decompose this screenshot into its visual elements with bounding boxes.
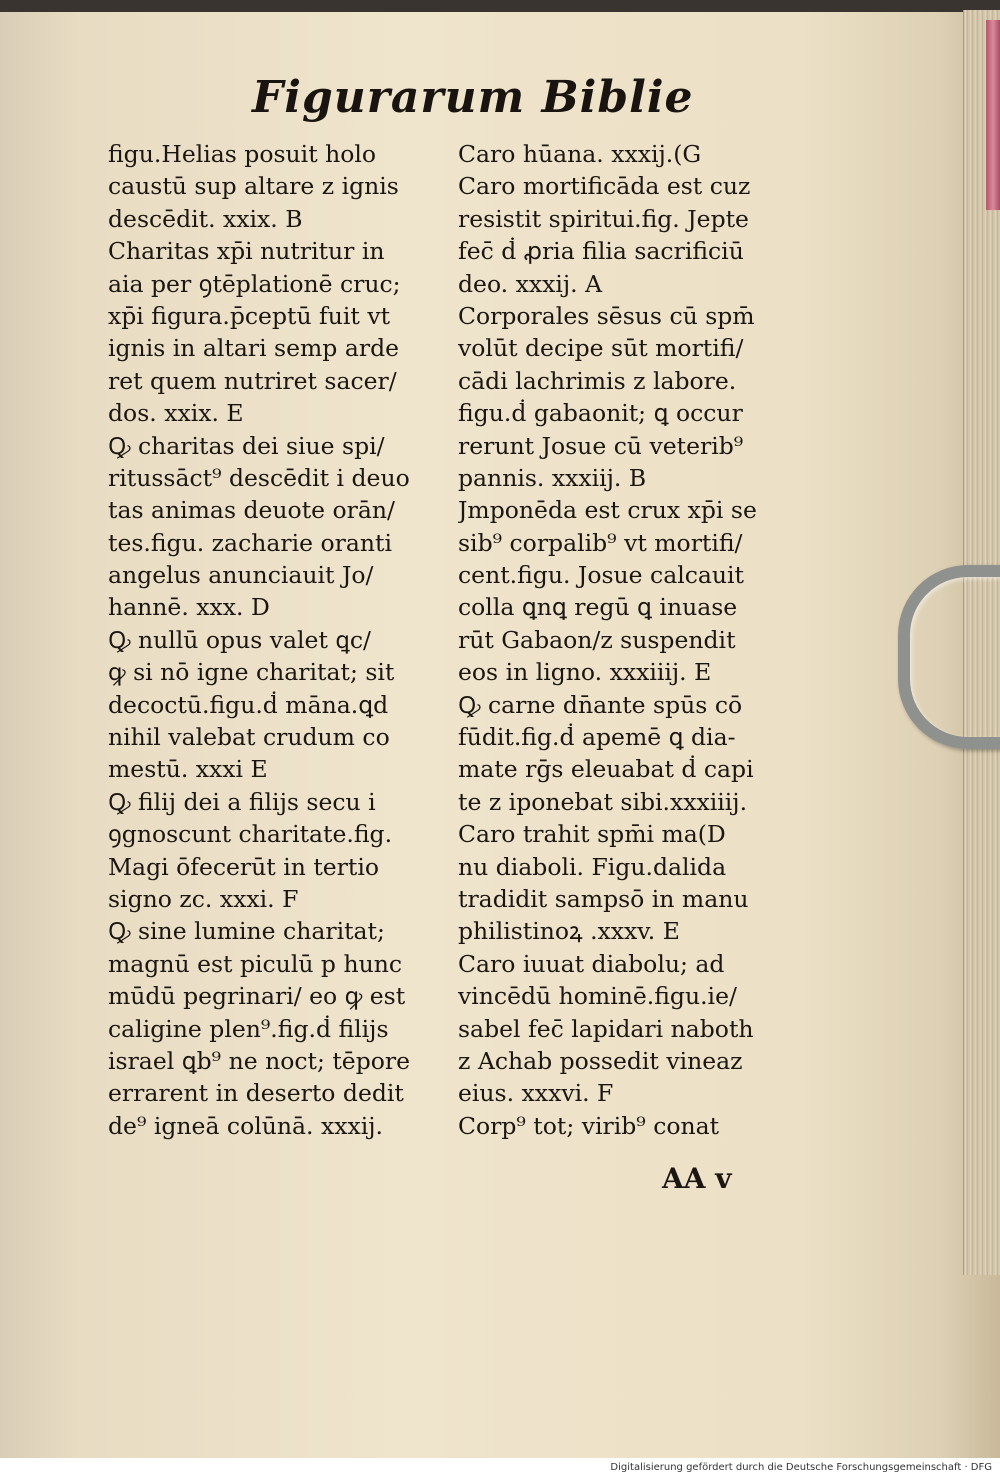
text-line: tradidit sampsō in manu xyxy=(458,884,749,913)
text-line: hannē. xxx. D xyxy=(108,593,270,622)
text-line: dos. xxix. E xyxy=(108,399,244,428)
text-line: mate rḡs eleuabat ḋ capi xyxy=(458,755,754,784)
text-line: te z iponebat sibi.xxxiiij. xyxy=(458,787,748,816)
text-line: Charitas xp̄i nutritur in xyxy=(108,237,385,266)
text-line: cādi lachrimis z labore. xyxy=(458,366,737,395)
red-page-edge xyxy=(986,20,1000,210)
text-line: ꝯgnoscunt charitate.fig. xyxy=(108,820,393,849)
text-line: eius. xxxvi. F xyxy=(458,1079,614,1108)
text-line: israel ꝗb⁹ ne noct; tēpore xyxy=(108,1046,411,1075)
text-line: z Achab possedit vineaz xyxy=(458,1046,743,1075)
text-line: sib⁹ corpalib⁹ vt mortifi/ xyxy=(458,528,743,557)
text-line: philistinoꝝ .xxxv. E xyxy=(458,917,680,946)
text-line: Ꝙ sine lumine charitat; xyxy=(108,917,385,946)
text-line: figu.Helias posuit holo xyxy=(108,140,377,168)
left-text-column xyxy=(108,138,458,1142)
text-line: xp̄i figura.p̄ceptū fuit vt xyxy=(108,301,391,330)
text-line: rerunt Josue cū veterib⁹ xyxy=(458,431,744,460)
text-line: ignis in altari semp arde xyxy=(108,334,400,363)
text-line: nu diaboli. Figu.dalida xyxy=(458,852,727,881)
text-line: signo zc. xxxi. F xyxy=(108,884,299,913)
text-line: Corp⁹ tot; virib⁹ conat xyxy=(458,1111,720,1140)
text-line: decoctū.figu.ḋ māna.ꝗd xyxy=(108,690,389,719)
text-line: volūt decipe sūt mortifi/ xyxy=(458,334,744,363)
text-line: pannis. xxxiij. B xyxy=(458,463,647,492)
text-line: Jmponēda est crux xp̄i se xyxy=(458,496,757,525)
scan-background-top xyxy=(0,0,1000,12)
text-line: colla ꝗnꝗ regū ꝗ inuase xyxy=(458,593,738,622)
metal-clasp xyxy=(898,565,1000,749)
text-line: ritussāct⁹ descēdit i deuo xyxy=(108,463,410,492)
text-line: de⁹ igneā colūnā. xxxij. xyxy=(108,1111,384,1140)
digitization-credit: Digitalisierung gefördert durch die Deutsche Forschungsgemeinschaft · DFG xyxy=(0,1458,1000,1478)
text-line: figu.ḋ gabaonit; ꝗ occur xyxy=(458,399,743,428)
text-line: Corporales sēsus cū spm̄ xyxy=(458,301,755,330)
text-line: sabel fec̄ lapidari naboth xyxy=(458,1014,754,1043)
text-line: caligine plen⁹.fig.ḋ filijs xyxy=(108,1014,389,1043)
text-line: mūdū pegrinari/ eo ꝙ est xyxy=(108,982,406,1011)
text-line: Caro trahit spm̄i ma(D xyxy=(458,820,726,849)
text-line: fūdit.fig.ḋ apemē ꝗ dia- xyxy=(458,723,736,752)
text-line: fec̄ ḋ ꝓria filia sacrificiū xyxy=(458,237,744,266)
text-line: errarent in deserto dedit xyxy=(108,1079,404,1108)
text-line: Caro iuuat diabolu; ad xyxy=(458,949,725,978)
text-line: Ꝙ nullū opus valet ꝗc/ xyxy=(108,625,371,654)
text-line: descēdit. xxix. B xyxy=(108,204,303,233)
text-line: ꝙ si nō igne charitat; sit xyxy=(108,658,395,687)
text-line: vincēdū hominē.figu.ie/ xyxy=(458,982,737,1011)
text-line: angelus anunciauit Jo/ xyxy=(108,561,374,590)
text-line: Ꝙ charitas dei siue spi/ xyxy=(108,431,385,460)
text-line: Caro mortificāda est cuz xyxy=(458,172,751,201)
text-line: resistit spiritui.fig. Jepte xyxy=(458,204,749,233)
text-line: tes.figu. zacharie oranti xyxy=(108,528,392,557)
text-line: aia per ꝯtēplationē cruc; xyxy=(108,269,401,298)
text-line: nihil valebat crudum co xyxy=(108,723,390,752)
text-line: Magi ōfecerūt in tertio xyxy=(108,852,380,881)
text-line: magnū est piculū p hunc xyxy=(108,949,403,978)
text-line: deo. xxxij. A xyxy=(458,269,603,298)
right-text-column xyxy=(458,138,798,1142)
text-line: Ꝙ filij dei a filijs secu i xyxy=(108,787,376,816)
text-line: cent.figu. Josue calcauit xyxy=(458,561,745,590)
text-line: Caro hūana. xxxij.(G xyxy=(458,140,702,168)
text-line: caustū sup altare z ignis xyxy=(108,172,399,201)
text-line: Ꝙ carne dn̄ante spūs cō xyxy=(458,690,743,719)
text-line: tas animas deuote orān/ xyxy=(108,496,395,525)
text-line: rūt Gabaon/z suspendit xyxy=(458,625,736,654)
text-line: mestū. xxxi E xyxy=(108,755,268,784)
text-line: eos in ligno. xxxiiij. E xyxy=(458,658,712,687)
signature-mark: AA v xyxy=(662,1162,732,1195)
running-header: Figurarum Biblie xyxy=(252,72,694,123)
text-line: ret quem nutriret sacer/ xyxy=(108,366,397,395)
